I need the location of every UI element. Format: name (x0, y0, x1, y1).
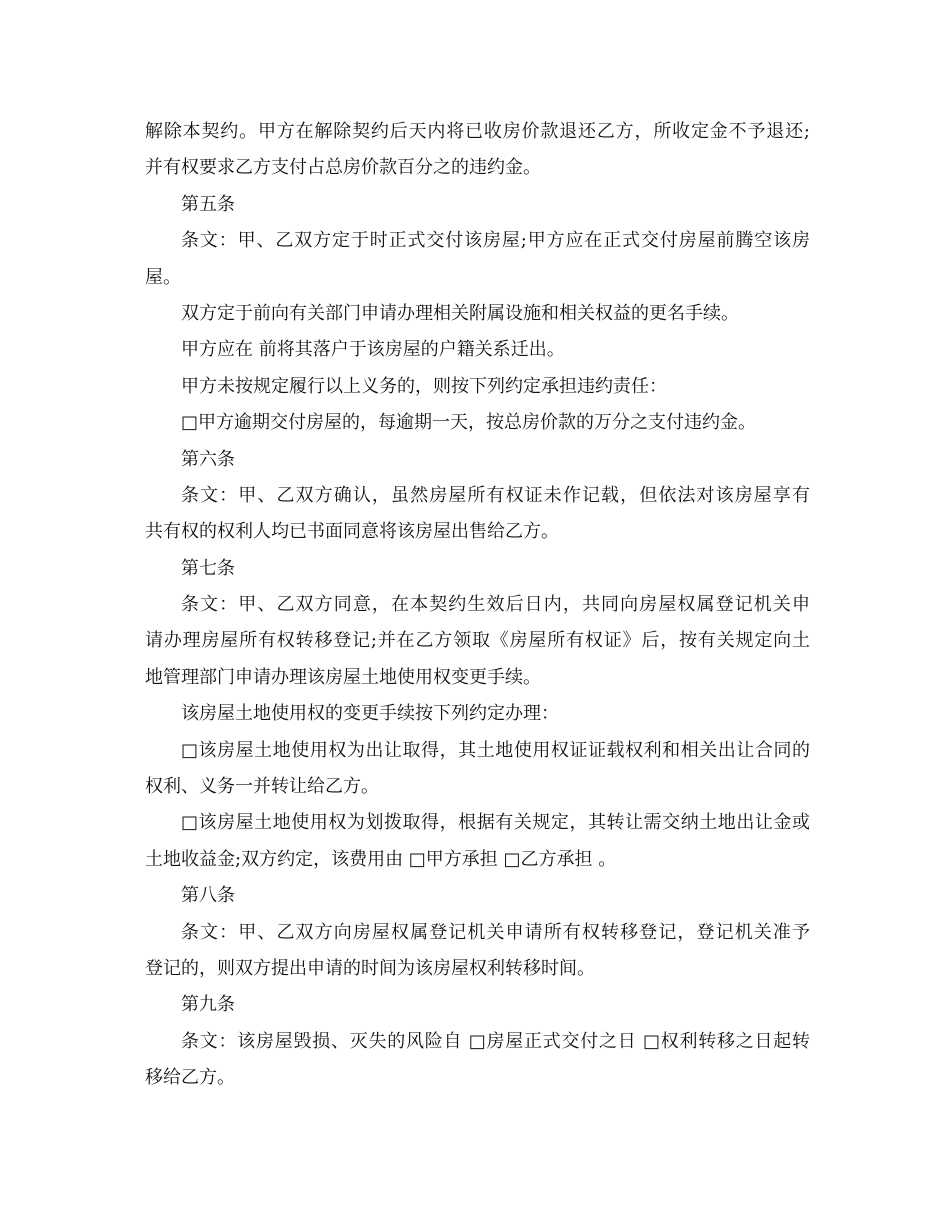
article-heading: 第八条 (181, 885, 235, 907)
text-line: 屋。 (145, 266, 181, 288)
text-line: 请办理房屋所有权转移登记;并在乙方领取《房屋所有权证》后，按有关规定向土 (145, 630, 810, 652)
text-line: 条文：甲、乙双方同意，在本契约生效后日内，共同向房屋权属登记机关申 (181, 594, 810, 616)
checkbox-option-line: □甲方逾期交付房屋的，每逾期一天，按总房价款的万分之支付违约金。 (181, 412, 757, 434)
checkbox-option-line: □该房屋土地使用权为出让取得，其土地使用权证证载权利和相关出让合同的 (181, 739, 810, 761)
document-body (145, 114, 810, 1097)
text-line: 条文：甲、乙双方定于时正式交付该房屋;甲方应在正式交付房屋前腾空该房 (181, 230, 810, 252)
article-heading: 第五条 (181, 193, 235, 215)
article-heading: 第六条 (181, 448, 235, 470)
text-line: 移给乙方。 (145, 1067, 235, 1089)
text-line: 条文：甲、乙双方向房屋权属登记机关申请所有权转移登记，登记机关准予 (181, 921, 810, 943)
text-line: 条文：甲、乙双方确认，虽然房屋所有权证未作记载，但依法对该房屋享有 (181, 484, 810, 506)
text-line: 地管理部门申请办理该房屋土地使用权变更手续。 (145, 666, 541, 688)
text-line: 该房屋土地使用权的变更手续按下列约定办理： (181, 703, 559, 725)
text-line: 甲方未按规定履行以上义务的，则按下列约定承担违约责任： (181, 375, 667, 397)
text-line: 并有权要求乙方支付占总房价款百分之的违约金。 (145, 157, 541, 179)
text-line: 甲方应在 前将其落户于该房屋的户籍关系迁出。 (181, 339, 565, 361)
text-line: 解除本契约。甲方在解除契约后天内将已收房价款退还乙方，所收定金不予退还; (145, 121, 810, 142)
article-heading: 第七条 (181, 557, 235, 579)
text-line: 条文：该房屋毁损、灭失的风险自 □房屋正式交付之日 □权利转移之日起转 (181, 1030, 810, 1052)
text-line: 双方定于前向有关部门申请办理相关附属设施和相关权益的更名手续。 (181, 302, 739, 324)
text-line: 登记的，则双方提出申请的时间为该房屋权利转移时间。 (145, 957, 595, 979)
text-line: 土地收益金;双方约定，该费用由 □甲方承担 □乙方承担 。 (145, 848, 617, 870)
checkbox-option-line: □该房屋土地使用权为划拨取得，根据有关规定，其转让需交纳土地出让金或 (181, 812, 810, 834)
text-line: 共有权的权利人均已书面同意将该房屋出售给乙方。 (145, 521, 559, 543)
text-line: 权利、义务一并转让给乙方。 (145, 776, 379, 798)
article-heading: 第九条 (181, 994, 235, 1016)
